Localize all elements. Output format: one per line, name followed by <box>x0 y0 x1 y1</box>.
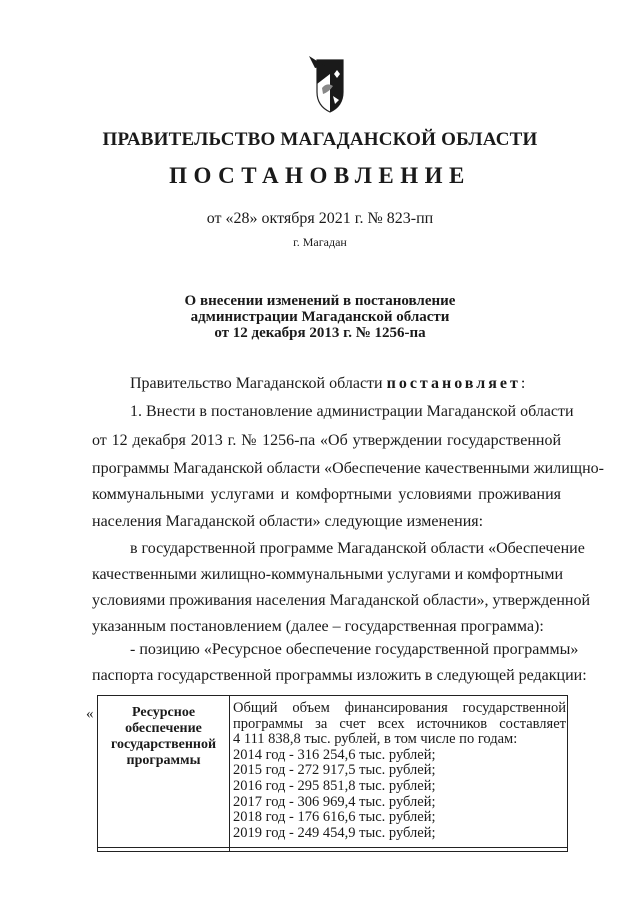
intro-colon: : <box>520 375 526 392</box>
value-line: 2017 год - 306 969,4 тыс. рублей; <box>233 793 436 810</box>
value-line: программы за счет всех источников составляет <box>233 715 566 732</box>
label-line: программы <box>126 753 201 768</box>
value-line: 4 111 838,8 тыс. рублей, в том числе по годам: <box>233 731 518 748</box>
paragraph-line: от 12 декабря 2013 г. № 1256-па «Об утверждении государственной <box>92 432 561 449</box>
coat-of-arms-icon <box>303 56 357 114</box>
subject-line: администрации Магаданской области <box>190 309 450 325</box>
paragraph-line: в государственной программе Магаданской области «Обеспечение <box>130 540 585 557</box>
paragraph-line: качественными жилищно-коммунальными услугами и комфортными <box>92 566 564 583</box>
value-line: 2019 год - 249 454,9 тыс. рублей; <box>233 824 436 841</box>
subject-line: от 12 декабря 2013 г. № 1256-па <box>214 325 426 341</box>
value-line: Общий объем финансирования государственной <box>233 700 566 716</box>
intro-verb: постановляет <box>386 375 521 392</box>
intro-paragraph <box>130 375 525 393</box>
table-cell-value <box>233 701 566 841</box>
paragraph-line: - позицию «Ресурсное обеспечение государственной программы» <box>130 641 579 658</box>
table-cell-label <box>98 705 229 769</box>
value-line: 2018 год - 176 616,6 тыс. рублей; <box>233 809 436 826</box>
subject-line: О внесении изменений в постановление <box>184 293 456 309</box>
document-type-title: ПОСТАНОВЛЕНИЕ <box>169 163 471 188</box>
paragraph-line: паспорта государственной программы изложить в следующей редакции: <box>92 667 587 684</box>
government-title: ПРАВИТЕЛЬСТВО МАГАДАНСКОЙ ОБЛАСТИ <box>102 129 538 150</box>
label-line: государственной <box>110 737 217 752</box>
city-label: г. Магадан <box>293 235 347 249</box>
label-line: обеспечение <box>125 721 202 736</box>
paragraph-line: населения Магаданской области» следующие изменения: <box>92 513 484 530</box>
decree-subject <box>0 293 640 341</box>
opening-quote: « <box>86 706 94 722</box>
intro-text: Правительство Магаданской области <box>130 375 383 392</box>
column-divider <box>229 696 230 851</box>
paragraph-line: коммунальными услугами и комфортными условиями проживания <box>92 486 561 503</box>
value-line: 2014 год - 316 254,6 тыс. рублей; <box>233 746 436 763</box>
paragraph-line: указанным постановлением (далее – государственная программа): <box>92 618 544 635</box>
paragraph-line: 1. Внести в постановление администрации Магаданской области <box>130 403 574 420</box>
value-line: 2015 год - 272 917,5 тыс. рублей; <box>233 762 436 779</box>
paragraph-line: условиями проживания населения Магаданской области», утвержденной <box>92 592 591 609</box>
decree-date-number: от «28» октября 2021 г. № 823-пп <box>206 210 434 227</box>
paragraph-line: программы Магаданской области «Обеспечение качественными жилищно- <box>92 460 604 477</box>
label-line: Ресурсное <box>131 705 196 720</box>
value-line: 2016 год - 295 851,8 тыс. рублей; <box>233 777 436 794</box>
table-rule <box>98 847 567 848</box>
resource-table <box>97 695 568 852</box>
